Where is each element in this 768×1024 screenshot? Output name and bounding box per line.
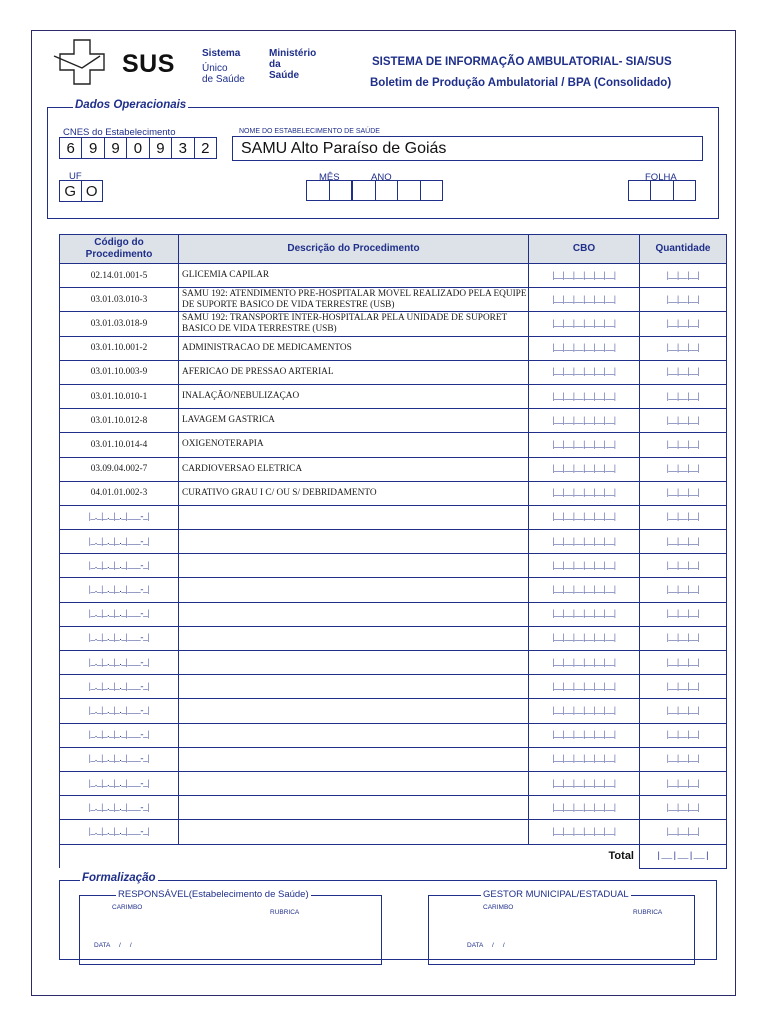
cnes-field[interactable]: 6 9 9 0 9 3 2 [59,137,217,159]
procedure-description: INALAÇÃO/NEBULIZAÇAO [179,384,529,408]
cbo-field[interactable]: |__|__|__|__|__|__| [529,820,640,844]
procedure-description-field[interactable] [179,699,529,723]
procedure-description: ADMINISTRACAO DE MEDICAMENTOS [179,336,529,360]
cbo-field[interactable]: |__|__|__|__|__|__| [529,409,640,433]
quantity-field[interactable]: |__|__|__| [640,360,727,384]
cbo-field[interactable]: |__|__|__|__|__|__| [529,723,640,747]
procedure-description-field[interactable] [179,651,529,675]
data-label: DATA / / [94,942,132,949]
procedure-code-field[interactable]: |_._|_._|_._|___-_| [60,578,179,602]
cbo-field[interactable]: |__|__|__|__|__|__| [529,651,640,675]
procedure-description-field[interactable] [179,747,529,771]
procedure-code-field[interactable]: |_._|_._|_._|___-_| [60,675,179,699]
procedure-description-field[interactable] [179,723,529,747]
procedure-description: OXIGENOTERAPIA [179,433,529,457]
cbo-field[interactable]: |__|__|__|__|__|__| [529,264,640,288]
procedure-code-field[interactable]: |_._|_._|_._|___-_| [60,747,179,771]
quantity-field[interactable]: |__|__|__| [640,409,727,433]
cbo-field[interactable]: |__|__|__|__|__|__| [529,626,640,650]
table-row [60,360,727,384]
procedure-description-field[interactable] [179,578,529,602]
total-quantity-field[interactable]: |__|__|__| [640,844,727,868]
table-row [60,723,727,747]
table-row [60,602,727,626]
cbo-field[interactable]: |__|__|__|__|__|__| [529,747,640,771]
procedure-code: 03.01.03.010-3 [60,288,179,312]
table-row [60,505,727,529]
carimbo-label: CARIMBO [112,904,143,911]
logo-text: SUS [122,50,175,78]
procedure-code-field[interactable]: |_._|_._|_._|___-_| [60,651,179,675]
total-spacer [60,844,179,868]
quantity-field[interactable]: |__|__|__| [640,820,727,844]
folha-label: FOLHA [645,172,677,183]
quantity-field[interactable]: |__|__|__| [640,505,727,529]
responsavel-title: RESPONSÁVEL(Estabelecimento de Saúde) [118,889,309,900]
procedure-description-field[interactable] [179,626,529,650]
table-row [60,530,727,554]
operational-data-section [47,99,719,219]
uf-field[interactable]: G O [59,180,103,202]
table-row [60,554,727,578]
table-row [60,578,727,602]
table-row [60,433,727,457]
quantity-field[interactable]: |__|__|__| [640,651,727,675]
table-row [60,481,727,505]
procedure-code-field[interactable]: |_._|_._|_._|___-_| [60,699,179,723]
table-row [60,747,727,771]
sistema-label: Sistema [202,48,241,59]
table-row [60,264,727,288]
ministerio-label: Ministério da Saúde [269,48,317,81]
quantity-field[interactable]: |__|__|__| [640,675,727,699]
cbo-field[interactable]: |__|__|__|__|__|__| [529,530,640,554]
quantity-field[interactable]: |__|__|__| [640,264,727,288]
cbo-field[interactable]: |__|__|__|__|__|__| [529,699,640,723]
data-label: DATA / / [467,942,505,949]
col-header-description: Descrição do Procedimento [179,235,529,264]
col-header-cbo: CBO [529,235,640,264]
table-row [60,312,727,336]
mes-field[interactable] [306,180,352,201]
procedure-description: CURATIVO GRAU I C/ OU S/ DEBRIDAMENTO [179,481,529,505]
cbo-field[interactable]: |__|__|__|__|__|__| [529,457,640,481]
mes-label: MÊS [319,172,340,183]
procedure-description-field[interactable] [179,530,529,554]
cbo-field[interactable]: |__|__|__|__|__|__| [529,481,640,505]
cnes-label: CNES do Estabelecimento [63,127,176,138]
procedure-code: 03.01.10.001-2 [60,336,179,360]
quantity-field[interactable]: |__|__|__| [640,747,727,771]
quantity-field[interactable]: |__|__|__| [640,433,727,457]
procedure-description-field[interactable] [179,796,529,820]
cbo-field[interactable]: |__|__|__|__|__|__| [529,771,640,795]
total-label: Total [608,850,634,863]
quantity-field[interactable]: |__|__|__| [640,336,727,360]
uf-label: UF [69,171,82,182]
unico-saude-label: Único de Saúde [202,63,245,85]
procedure-description-field[interactable] [179,602,529,626]
cbo-field[interactable]: |__|__|__|__|__|__| [529,554,640,578]
procedure-code-field[interactable]: |_._|_._|_._|___-_| [60,796,179,820]
formalization-legend: Formalização [82,872,156,884]
procedure-code: 03.01.10.003-9 [60,360,179,384]
quantity-field[interactable]: |__|__|__| [640,481,727,505]
cbo-field[interactable]: |__|__|__|__|__|__| [529,675,640,699]
table-row [60,675,727,699]
procedure-code-field[interactable]: |_._|_._|_._|___-_| [60,723,179,747]
col-header-quantity: Quantidade [640,235,727,264]
formalization-section [59,872,717,960]
procedure-description: SAMU 192: TRANSPORTE INTER-HOSPITALAR PELA UNIDADE DE SUPORET BASICO DE VIDA TERRESTRE (USB) [179,312,529,336]
procedure-description-field[interactable] [179,554,529,578]
form-subtitle: Boletim de Produção Ambulatorial / BPA (Consolidado) [370,77,672,89]
quantity-field[interactable]: |__|__|__| [640,457,727,481]
establishment-name-label: NOME DO ESTABELECIMENTO DE SAÚDE [239,128,380,135]
gestor-signature-box[interactable] [428,889,695,965]
procedure-description-field[interactable] [179,820,529,844]
quantity-field[interactable]: |__|__|__| [640,796,727,820]
total-row [60,844,727,868]
quantity-field[interactable]: |__|__|__| [640,288,727,312]
responsavel-signature-box[interactable] [79,889,382,965]
quantity-field[interactable]: |__|__|__| [640,312,727,336]
procedures-table [59,234,727,869]
cbo-field[interactable]: |__|__|__|__|__|__| [529,312,640,336]
total-spacer [179,844,529,868]
procedure-code-field[interactable]: |_._|_._|_._|___-_| [60,771,179,795]
procedure-description: GLICEMIA CAPILAR [179,264,529,288]
cbo-field[interactable]: |__|__|__|__|__|__| [529,602,640,626]
table-row [60,699,727,723]
procedure-code-field[interactable]: |_._|_._|_._|___-_| [60,626,179,650]
quantity-field[interactable]: |__|__|__| [640,554,727,578]
quantity-field[interactable]: |__|__|__| [640,771,727,795]
quantity-field[interactable]: |__|__|__| [640,384,727,408]
procedure-description-field[interactable] [179,771,529,795]
col-header-code: Código do Procedimento [60,235,179,264]
operational-legend: Dados Operacionais [75,99,187,111]
cbo-field[interactable]: |__|__|__|__|__|__| [529,578,640,602]
table-row [60,457,727,481]
table-row [60,409,727,433]
procedure-code-field[interactable]: |_._|_._|_._|___-_| [60,505,179,529]
rubrica-label: RUBRICA [633,909,663,916]
procedure-description: SAMU 192: ATENDIMENTO PRE-HOSPITALAR MOVEL REALIZADO PELA EQUIPE DE SUPORTE BASICO DE VIDA TERRESTRE (USB) [179,288,529,312]
gestor-title: GESTOR MUNICIPAL/ESTADUAL [483,889,629,900]
cbo-field[interactable]: |__|__|__|__|__|__| [529,433,640,457]
rubrica-label: RUBRICA [270,909,300,916]
table-row [60,796,727,820]
form-title: SISTEMA DE INFORMAÇÃO AMBULATORIAL- SIA/SUS [372,56,672,68]
procedure-code: 03.01.03.018-9 [60,312,179,336]
table-row [60,771,727,795]
quantity-field[interactable]: |__|__|__| [640,578,727,602]
procedure-description-field[interactable] [179,675,529,699]
quantity-field[interactable]: |__|__|__| [640,530,727,554]
ano-field[interactable] [352,180,443,201]
ano-label: ANO [371,172,392,183]
procedure-description: AFERICAO DE PRESSAO ARTERIAL [179,360,529,384]
procedure-code-field[interactable]: |_._|_._|_._|___-_| [60,530,179,554]
table-row [60,336,727,360]
procedure-description: CARDIOVERSAO ELETRICA [179,457,529,481]
table-row [60,651,727,675]
cbo-field[interactable]: |__|__|__|__|__|__| [529,384,640,408]
procedure-code-field[interactable]: |_._|_._|_._|___-_| [60,820,179,844]
table-row [60,820,727,844]
procedure-description-field[interactable] [179,505,529,529]
cbo-field[interactable]: |__|__|__|__|__|__| [529,288,640,312]
procedure-code: 02.14.01.001-5 [60,264,179,288]
table-row [60,626,727,650]
quantity-field[interactable]: |__|__|__| [640,723,727,747]
quantity-field[interactable]: |__|__|__| [640,699,727,723]
procedure-code-field[interactable]: |_._|_._|_._|___-_| [60,602,179,626]
establishment-name-field[interactable]: SAMU Alto Paraíso de Goiás [232,136,703,161]
procedure-code: 03.09.04.002-7 [60,457,179,481]
cbo-field[interactable]: |__|__|__|__|__|__| [529,360,640,384]
procedure-code: 03.01.10.012-8 [60,409,179,433]
table-row [60,384,727,408]
cbo-field[interactable]: |__|__|__|__|__|__| [529,336,640,360]
procedure-code: 04.01.01.002-3 [60,481,179,505]
table-row [60,288,727,312]
procedure-description: LAVAGEM GASTRICA [179,409,529,433]
folha-field[interactable] [628,180,696,201]
procedure-code: 03.01.10.014-4 [60,433,179,457]
cbo-field[interactable]: |__|__|__|__|__|__| [529,796,640,820]
procedure-code: 03.01.10.010-1 [60,384,179,408]
quantity-field[interactable]: |__|__|__| [640,626,727,650]
cbo-field[interactable]: |__|__|__|__|__|__| [529,505,640,529]
carimbo-label: CARIMBO [483,904,514,911]
procedure-code-field[interactable]: |_._|_._|_._|___-_| [60,554,179,578]
quantity-field[interactable]: |__|__|__| [640,602,727,626]
